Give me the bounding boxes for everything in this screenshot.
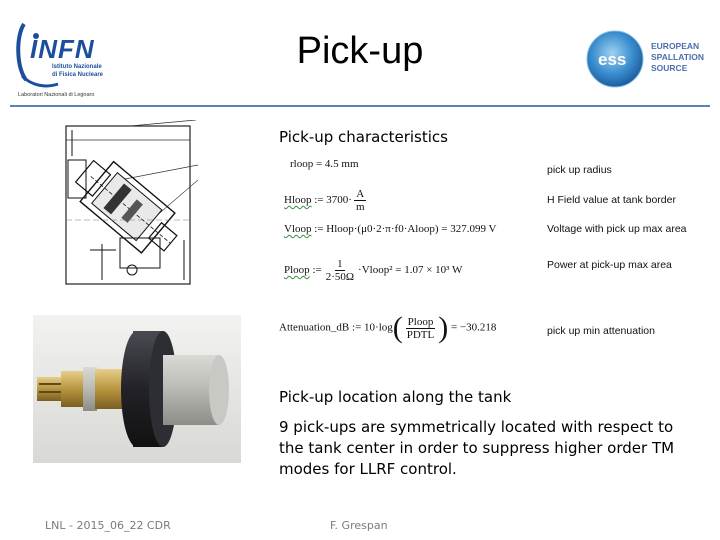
footer-date: LNL - 2015_06_22 CDR xyxy=(45,519,171,532)
ess-mark: ess xyxy=(598,50,627,69)
ess-logo xyxy=(585,27,705,91)
vloop-rhs: := Hloop·(μ0·2·π·f0·Aloop) = 327.099 V xyxy=(311,223,497,235)
formula-hloop xyxy=(284,188,369,213)
infn-line1: Istituto Nazionale xyxy=(52,64,102,70)
hloop-num: A xyxy=(356,188,365,200)
hloop-den: m xyxy=(355,201,365,213)
ess-line2: SPALLATION xyxy=(651,52,705,62)
atten-den: PDTL xyxy=(406,328,435,341)
header-rule xyxy=(10,105,710,107)
pickup-photo xyxy=(33,315,241,463)
ploop-mid: := xyxy=(309,264,322,277)
infn-footer: Laboratori Nazionali di Legnaro xyxy=(18,92,95,98)
hloop-lhs: Hloop xyxy=(284,194,312,207)
formula-ploop xyxy=(284,258,462,283)
note-voltage: Voltage with pick up max area xyxy=(547,223,687,235)
atten-lhs: Attenuation_dB := 10·log xyxy=(279,321,393,334)
ploop-fraction xyxy=(324,258,356,283)
formula-vloop xyxy=(284,223,496,235)
ploop-num: 1 xyxy=(337,258,343,270)
ploop-rhs: ·Vloop² = 1.07 × 10³ W xyxy=(358,264,463,277)
vloop-lhs: Vloop xyxy=(284,223,312,235)
slide-title: Pick-up xyxy=(296,30,424,72)
note-attenuation: pick up min attenuation xyxy=(547,325,655,337)
characteristics-heading: Pick-up characteristics xyxy=(279,128,448,146)
hloop-unit-fraction xyxy=(354,188,367,213)
formula-attenuation: Attenuation_dB := 10·log( $\frac{\text{Ploop}}{\text{PDTL}}$ ) = −30.218 xyxy=(279,311,497,344)
ess-line1: EUROPEAN xyxy=(651,41,700,51)
note-power: Power at pick-up max area xyxy=(547,259,672,271)
location-description: 9 pick-ups are symmetrically located with respect to the tank center in order to suppress higher order TM modes for LLRF control. xyxy=(279,418,675,478)
ploop-den: 2·50Ω xyxy=(325,271,355,283)
atten-num: Ploop xyxy=(407,315,434,328)
footer-author: F. Grespan xyxy=(330,519,388,532)
note-hfield: H Field value at tank border xyxy=(547,194,676,206)
location-heading: Pick-up location along the tank xyxy=(279,388,512,406)
infn-letters: INFN xyxy=(30,34,95,64)
atten-rhs: = −30.218 xyxy=(448,321,497,334)
note-radius: pick up radius xyxy=(547,164,612,176)
ess-line3: SOURCE xyxy=(651,63,688,73)
hloop-mid: := 3700· xyxy=(311,194,352,207)
formula-rloop: rloop = 4.5 mm xyxy=(290,158,359,170)
infn-line2: di Fisica Nucleare xyxy=(52,72,104,78)
pickup-technical-drawing xyxy=(60,120,198,290)
atten-fraction xyxy=(405,316,437,341)
ploop-lhs: Ploop xyxy=(284,264,310,277)
